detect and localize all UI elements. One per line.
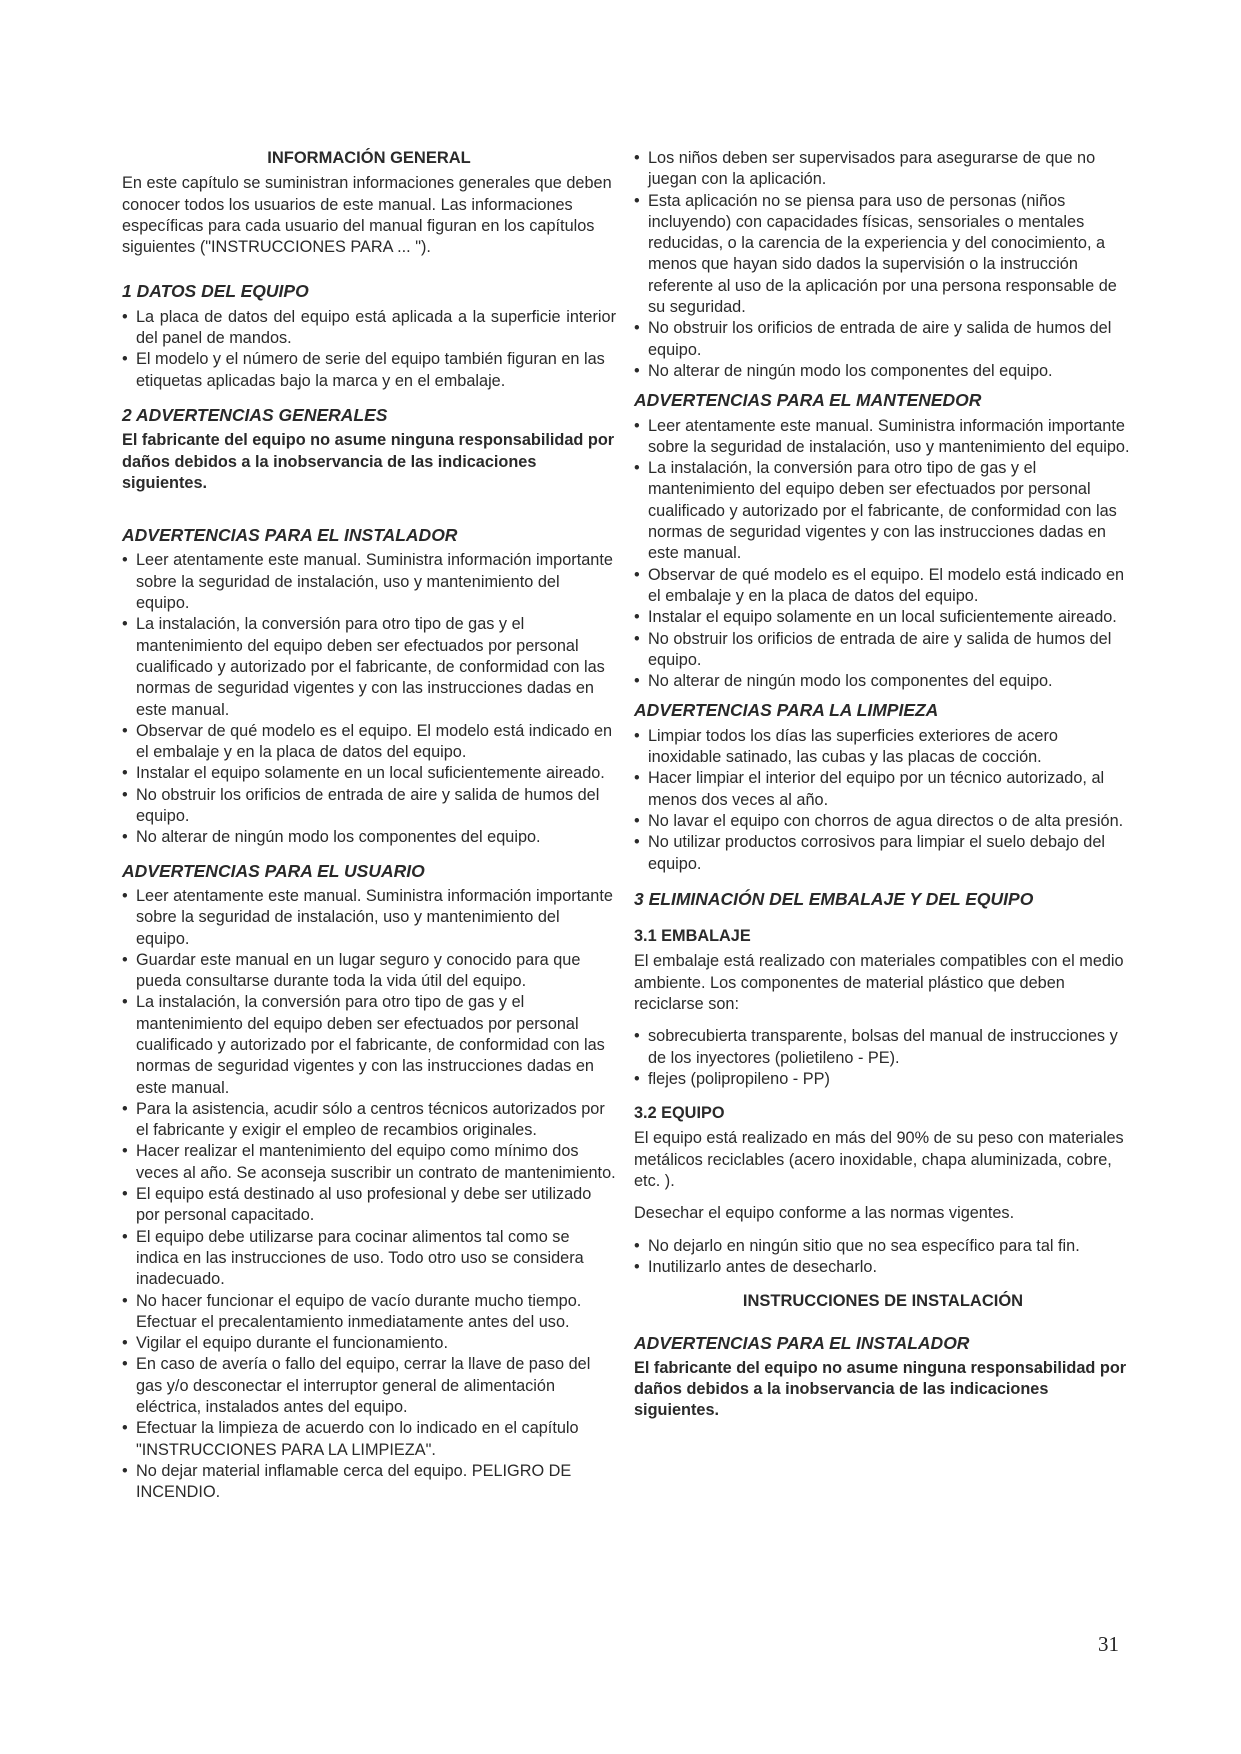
list-item: • Para la asistencia, acudir sólo a centros técnicos autorizados por el fabricante y exigir el empleo de recambios originales. [122, 1099, 616, 1142]
list-item: • Leer atentamente este manual. Suministra información importante sobre la seguridad de instalación, uso y mantenimiento del equipo. [122, 550, 616, 614]
list-item: • No alterar de ningún modo los componentes del equipo. [122, 827, 616, 848]
right-column [634, 148, 1132, 1422]
advertencias-generales-title: 2 ADVERTENCIAS GENERALES [122, 404, 388, 425]
embalaje-text: El embalaje está realizado con materiales compatibles con el medio ambiente. Los componentes de material plástico que deben reciclarse son: [634, 952, 1124, 1013]
datos-title: 1 DATOS DEL EQUIPO [122, 281, 309, 302]
list-item: • Leer atentamente este manual. Suministra información importante sobre la seguridad de instalación, uso y mantenimiento del equipo. [122, 886, 616, 950]
embalaje-list [634, 1026, 1132, 1090]
list-item: • No utilizar productos corrosivos para limpiar el suelo debajo del equipo. [634, 832, 1132, 875]
list-item: • No hacer funcionar el equipo de vacío durante mucho tiempo. Efectuar el precalentamiento inmediatamente antes del uso. [122, 1291, 616, 1334]
list-item: • La instalación, la conversión para otro tipo de gas y el mantenimiento del equipo deben ser efectuados por personal cualificado y autorizado por el fabricante, de conformidad con las normas de seguridad vigentes y con las instrucciones dadas en este manual. [122, 614, 616, 720]
list-item: • No alterar de ningún modo los componentes del equipo. [634, 361, 1132, 382]
instalacion-title: INSTRUCCIONES DE INSTALACIÓN [742, 1292, 1024, 1311]
list-item: • Inutilizarlo antes de desecharlo. [634, 1257, 1132, 1278]
instalacion-text: El fabricante del equipo no asume ninguna responsabilidad por daños debidos a la inobservancia de las indicaciones siguientes. [634, 1358, 1127, 1420]
list-item: • Efectuar la limpieza de acuerdo con lo indicado en el capítulo "INSTRUCCIONES PARA LA LIMPIEZA". [122, 1418, 616, 1461]
equipo-text: El equipo está realizado en más del 90% de su peso con materiales metálicos reciclables (acero inoxidable, chapa aluminizada, cobre, etc. ). [634, 1129, 1124, 1191]
list-item: • La instalación, la conversión para otro tipo de gas y el mantenimiento del equipo deben ser efectuados por personal cualificado y autorizado por el fabricante, de conformidad con las normas de seguridad vigentes y con las instrucciones dadas en este manual. [122, 992, 616, 1098]
list-item: • No lavar el equipo con chorros de agua directos o de alta presión. [634, 811, 1132, 832]
list-item: • Vigilar el equipo durante el funcionamiento. [122, 1333, 616, 1354]
list-item: • La placa de datos del equipo está aplicada a la superficie interior del panel de mandos. [122, 307, 616, 350]
list-item: • flejes (polipropileno - PP) [634, 1069, 1132, 1090]
page-number: 31 [1098, 1632, 1119, 1656]
usuario-cont-list [634, 148, 1132, 382]
usuario-list [122, 886, 616, 1504]
list-item: • No alterar de ningún modo los componentes del equipo. [634, 671, 1132, 692]
mantenedor-title: ADVERTENCIAS PARA EL MANTENEDOR [634, 390, 982, 411]
mantenedor-list [634, 416, 1132, 693]
advertencias-generales-text: El fabricante del equipo no asume ninguna responsabilidad por daños debidos a la inobservancia de las indicaciones siguientes. [122, 431, 615, 492]
equipo-text-2: Desechar el equipo conforme a las normas vigentes. [634, 1204, 1015, 1223]
list-item: • Observar de qué modelo es el equipo. El modelo está indicado en el embalaje y en la placa de datos del equipo. [634, 565, 1132, 608]
left-column [122, 148, 616, 1504]
list-item: • La instalación, la conversión para otro tipo de gas y el mantenimiento del equipo deben ser efectuados por personal cualificado y autorizado por el fabricante, de conformidad con las normas de seguridad vigentes y con las instrucciones dadas en este manual. [634, 458, 1132, 564]
list-item: • sobrecubierta transparente, bolsas del manual de instrucciones y de los inyectores (polietileno - PE). [634, 1026, 1132, 1069]
list-item: • No obstruir los orificios de entrada de aire y salida de humos del equipo. [634, 318, 1132, 361]
instalador-title: ADVERTENCIAS PARA EL INSTALADOR [122, 525, 458, 546]
limpieza-title: ADVERTENCIAS PARA LA LIMPIEZA [634, 700, 939, 721]
list-item: • Observar de qué modelo es el equipo. El modelo está indicado en el embalaje y en la placa de datos del equipo. [122, 721, 616, 764]
list-item: • Instalar el equipo solamente en un local suficientemente aireado. [122, 763, 616, 784]
list-item: • Guardar este manual en un lugar seguro y conocido para que pueda consultarse durante toda la vida útil del equipo. [122, 950, 616, 993]
list-item: • El equipo debe utilizarse para cocinar alimentos tal como se indica en las instrucciones de uso. Todo otro uso se considera inadecuado. [122, 1227, 616, 1291]
list-item: • Los niños deben ser supervisados para asegurarse de que no juegan con la aplicación. [634, 148, 1132, 191]
general-info-text: En este capítulo se suministran informaciones generales que deben conocer todos los usuarios de este manual. Las informaciones específicas para cada usuario del manual figuran en los capítulos siguientes ("INSTRUCCIONES PARA ... "). [122, 174, 612, 257]
general-info-title: INFORMACIÓN GENERAL [267, 149, 471, 167]
equipo-title: 3.2 EQUIPO [634, 1104, 725, 1123]
list-item: • Hacer realizar el mantenimiento del equipo como mínimo dos veces al año. Se aconseja suscribir un contrato de mantenimiento. [122, 1141, 616, 1184]
list-item: • Leer atentamente este manual. Suministra información importante sobre la seguridad de instalación, uso y mantenimiento del equipo. [634, 416, 1132, 459]
list-item: • Hacer limpiar el interior del equipo por un técnico autorizado, al menos dos veces al año. [634, 768, 1132, 811]
eliminacion-title: 3 ELIMINACIÓN DEL EMBALAJE Y DEL EQUIPO [634, 888, 1034, 909]
list-item: • Instalar el equipo solamente en un local suficientemente aireado. [634, 607, 1132, 628]
usuario-title: ADVERTENCIAS PARA EL USUARIO [122, 860, 425, 881]
list-item: • El modelo y el número de serie del equipo también figuran en las etiquetas aplicadas bajo la marca y en el embalaje. [122, 349, 616, 392]
embalaje-title: 3.1 EMBALAJE [634, 927, 751, 946]
list-item: • No obstruir los orificios de entrada de aire y salida de humos del equipo. [122, 785, 616, 828]
instalacion-instalador-title: ADVERTENCIAS PARA EL INSTALADOR [634, 1332, 970, 1353]
list-item: • Esta aplicación no se piensa para uso de personas (niños incluyendo) con capacidades físicas, sensoriales o mentales reducidas, o la carencia de la experiencia y del conocimiento, a menos que hayan sido dados la supervisión o la instrucción referente al uso de la aplicación por una persona responsable de su seguridad. [634, 191, 1132, 319]
list-item: • El equipo está destinado al uso profesional y debe ser utilizado por personal capacitado. [122, 1184, 616, 1227]
limpieza-list [634, 726, 1132, 875]
datos-list [122, 307, 616, 392]
list-item: • Limpiar todos los días las superficies exteriores de acero inoxidable satinado, las cubas y las placas de cocción. [634, 726, 1132, 769]
list-item: • En caso de avería o fallo del equipo, cerrar la llave de paso del gas y/o desconectar el interruptor general de alimentación eléctrica, instalados antes del equipo. [122, 1354, 616, 1418]
instalador-list [122, 550, 616, 848]
list-item: • No obstruir los orificios de entrada de aire y salida de humos del equipo. [634, 629, 1132, 672]
list-item: • No dejar material inflamable cerca del equipo. PELIGRO DE INCENDIO. [122, 1461, 616, 1504]
list-item: • No dejarlo en ningún sitio que no sea específico para tal fin. [634, 1236, 1132, 1257]
equipo-list [634, 1236, 1132, 1279]
